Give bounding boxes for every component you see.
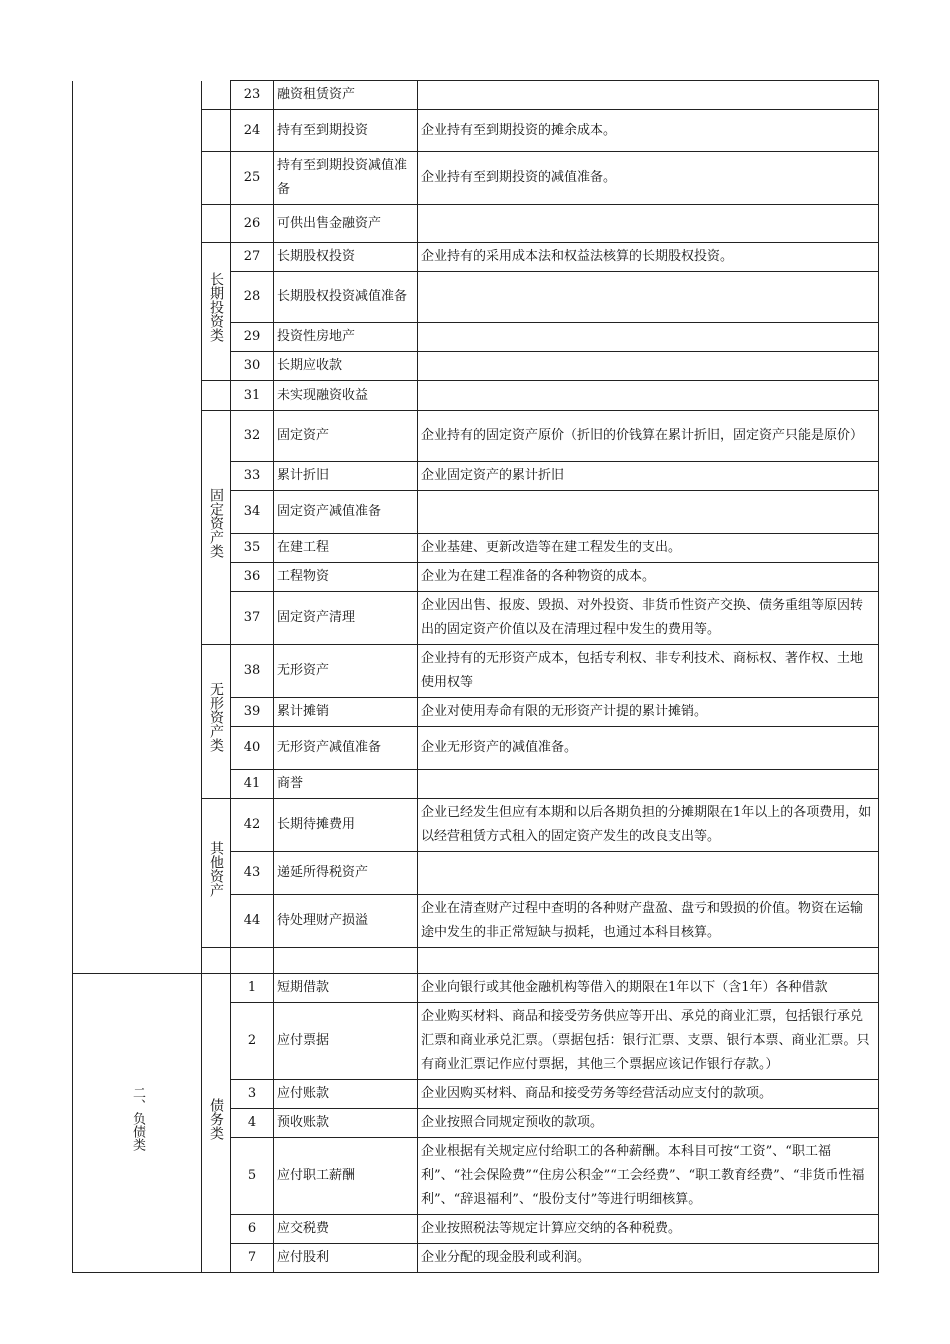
account-name: 应交税费 [274, 1215, 418, 1244]
account-number: 1 [231, 974, 274, 1003]
account-description: 企业对使用寿命有限的无形资产计提的累计摊销。 [418, 698, 879, 727]
account-name: 待处理财产损溢 [274, 895, 418, 948]
table-row [73, 81, 879, 110]
group-cell [202, 110, 231, 152]
account-number: 31 [231, 381, 274, 411]
account-description: 企业按照合同规定预收的款项。 [418, 1109, 879, 1138]
account-name: 未实现融资收益 [274, 381, 418, 411]
account-name: 可供出售金融资产 [274, 205, 418, 243]
account-description: 企业按照税法等规定计算应交纳的各种税费。 [418, 1215, 879, 1244]
account-number: 38 [231, 645, 274, 698]
account-name: 固定资产 [274, 411, 418, 462]
account-number: 35 [231, 534, 274, 563]
group-label-text: 债务类 [208, 1097, 224, 1140]
section-label-liabilities [73, 974, 202, 1273]
account-description: 企业分配的现金股利或利润。 [418, 1244, 879, 1273]
account-description: 企业因出售、报废、毁损、对外投资、非货币性资产交换、债务重组等原因转出的固定资产价值以及在清理过程中发生的费用等。 [418, 592, 879, 645]
group-cell [202, 381, 231, 411]
group-label-long-term-investment [202, 243, 231, 381]
account-name: 在建工程 [274, 534, 418, 563]
account-name: 无形资产减值准备 [274, 727, 418, 770]
account-number [231, 948, 274, 974]
account-number: 6 [231, 1215, 274, 1244]
account-table [72, 80, 879, 1273]
account-name: 应付账款 [274, 1080, 418, 1109]
account-description: 企业为在建工程准备的各种物资的成本。 [418, 563, 879, 592]
account-name: 累计摊销 [274, 698, 418, 727]
account-name: 应付职工薪酬 [274, 1138, 418, 1215]
account-description [418, 205, 879, 243]
account-number: 24 [231, 110, 274, 152]
account-number: 39 [231, 698, 274, 727]
account-name: 递延所得税资产 [274, 852, 418, 895]
account-description [418, 352, 879, 381]
account-name: 短期借款 [274, 974, 418, 1003]
section-cell-assets [73, 81, 202, 974]
account-name: 应付票据 [274, 1003, 418, 1080]
account-number: 3 [231, 1080, 274, 1109]
account-number: 4 [231, 1109, 274, 1138]
account-name [274, 948, 418, 974]
account-description [418, 770, 879, 799]
account-name: 持有至到期投资减值准备 [274, 152, 418, 205]
account-number: 5 [231, 1138, 274, 1215]
account-description [418, 852, 879, 895]
account-number: 2 [231, 1003, 274, 1080]
group-label-intangible-assets [202, 645, 231, 799]
account-number: 29 [231, 323, 274, 352]
account-description: 企业根据有关规定应付给职工的各种薪酬。本科目可按“工资”、“职工福利”、“社会保险费”“住房公积金”“工会经费”、“职工教育经费”、“非货币性福利”、“辞退福利”、“股份支付”等进行明细核算。 [418, 1138, 879, 1215]
account-description: 企业购买材料、商品和接受劳务供应等开出、承兑的商业汇票，包括银行承兑汇票和商业承兑汇票。（票据包括：银行汇票、支票、银行本票、商业汇票。只有商业汇票记作应付票据，其他三个票据应该记作银行存款。） [418, 1003, 879, 1080]
group-label-text: 固定资产类 [208, 488, 224, 558]
group-label-text: 其他资产 [208, 840, 224, 897]
account-number: 37 [231, 592, 274, 645]
account-name: 应付股利 [274, 1244, 418, 1273]
table-row [73, 974, 879, 1003]
account-description [418, 323, 879, 352]
account-name: 预收账款 [274, 1109, 418, 1138]
account-name: 长期股权投资减值准备 [274, 272, 418, 323]
account-description: 企业持有的采用成本法和权益法核算的长期股权投资。 [418, 243, 879, 272]
account-description: 企业向银行或其他金融机构等借入的期限在1年以下（含1年）各种借款 [418, 974, 879, 1003]
group-label-text: 无形资产类 [208, 682, 224, 752]
account-description [418, 272, 879, 323]
account-number: 27 [231, 243, 274, 272]
account-description: 企业已经发生但应有本期和以后各期负担的分摊期限在1年以上的各项费用，如以经营租赁方式租入的固定资产发生的改良支出等。 [418, 799, 879, 852]
account-description: 企业持有至到期投资的摊余成本。 [418, 110, 879, 152]
account-name: 长期待摊费用 [274, 799, 418, 852]
account-number: 44 [231, 895, 274, 948]
account-number: 42 [231, 799, 274, 852]
account-number: 34 [231, 491, 274, 534]
account-name: 持有至到期投资 [274, 110, 418, 152]
group-label-fixed-assets [202, 411, 231, 645]
account-description: 企业因购买材料、商品和接受劳务等经营活动应支付的款项。 [418, 1080, 879, 1109]
account-description: 企业持有的无形资产成本，包括专利权、非专利技术、商标权、著作权、土地使用权等 [418, 645, 879, 698]
account-number: 23 [231, 81, 274, 110]
account-description: 企业固定资产的累计折旧 [418, 462, 879, 491]
account-name: 融资租赁资产 [274, 81, 418, 110]
account-description: 企业基建、更新改造等在建工程发生的支出。 [418, 534, 879, 563]
account-description: 企业无形资产的减值准备。 [418, 727, 879, 770]
group-label-other-assets [202, 799, 231, 948]
account-number: 7 [231, 1244, 274, 1273]
account-number: 33 [231, 462, 274, 491]
account-number: 25 [231, 152, 274, 205]
account-number: 36 [231, 563, 274, 592]
account-number: 41 [231, 770, 274, 799]
account-number: 43 [231, 852, 274, 895]
group-cell [202, 948, 231, 974]
account-name: 工程物资 [274, 563, 418, 592]
section-label-text: 二、负债类 [130, 1086, 145, 1151]
account-name: 长期股权投资 [274, 243, 418, 272]
account-name: 投资性房地产 [274, 323, 418, 352]
account-name: 累计折旧 [274, 462, 418, 491]
group-cell [202, 81, 231, 110]
account-name: 固定资产清理 [274, 592, 418, 645]
account-number: 40 [231, 727, 274, 770]
account-description [418, 948, 879, 974]
account-number: 32 [231, 411, 274, 462]
account-name: 商誉 [274, 770, 418, 799]
group-cell [202, 205, 231, 243]
group-cell [202, 152, 231, 205]
account-number: 30 [231, 352, 274, 381]
group-label-debts [202, 974, 231, 1273]
account-number: 28 [231, 272, 274, 323]
account-description [418, 381, 879, 411]
account-description: 企业持有至到期投资的减值准备。 [418, 152, 879, 205]
account-description: 企业持有的固定资产原价（折旧的价钱算在累计折旧，固定资产只能是原价） [418, 411, 879, 462]
account-description: 企业在清查财产过程中查明的各种财产盘盈、盘亏和毁损的价值。物资在运输途中发生的非正常短缺与损耗，也通过本科目核算。 [418, 895, 879, 948]
group-label-text: 长期投资类 [208, 272, 224, 342]
account-number: 26 [231, 205, 274, 243]
account-name: 固定资产减值准备 [274, 491, 418, 534]
account-description [418, 81, 879, 110]
account-description [418, 491, 879, 534]
account-name: 长期应收款 [274, 352, 418, 381]
account-name: 无形资产 [274, 645, 418, 698]
